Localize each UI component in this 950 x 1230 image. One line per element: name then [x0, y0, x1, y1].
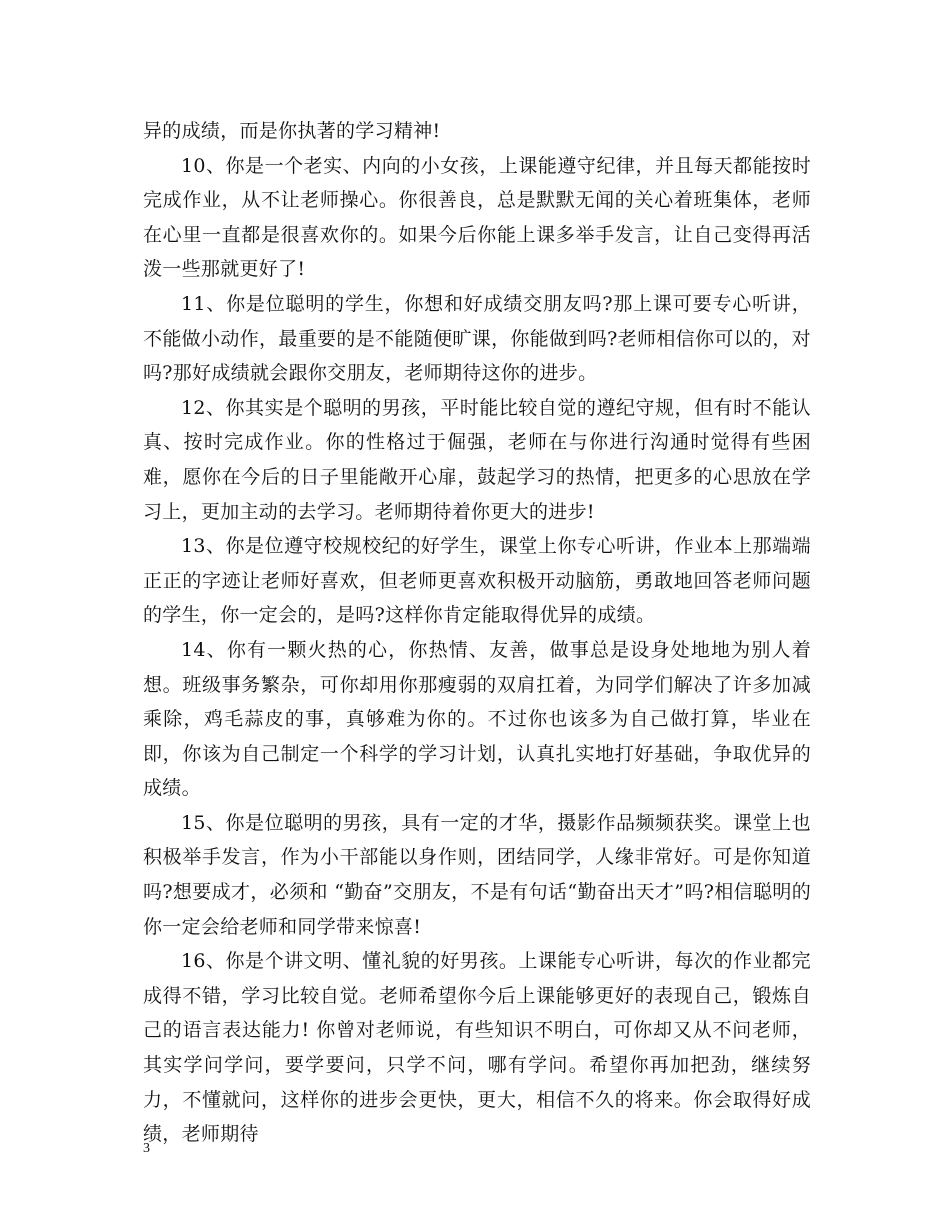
document-body — [143, 114, 811, 1152]
paragraph-comment-16: 16、你是个讲文明、懂礼貌的好男孩。上课能专心听讲，每次的作业都完成得不错，学习比较自觉。老师希望你今后上课能够更好的表现自己，锻炼自己的语言表达能力! 你曾对老师说，有些知识不明白，可你却又从不问老师，其实学问学问，要学要问，只学不问，哪有学问。希望你再加把劲，继续努力，不懂就问，这样你的进步会更快，更大，相信不久的将来。你会取得好成绩，老师期待 — [143, 950, 811, 1146]
paragraph-comment-14: 14、你有一颗火热的心，你热情、友善，做事总是设身处地地为别人着想。班级事务繁杂，可你却用你那瘦弱的双肩扛着，为同学们解决了许多加减乘除，鸡毛蒜皮的事，真够难为你的。不过你也该多为自己做打算，毕业在即，你该为自己制定一个科学的学习计划，认真扎实地打好基础，争取优异的成绩。 — [143, 638, 811, 800]
paragraph-comment-15: 15、你是位聪明的男孩，具有一定的才华，摄影作品频频获奖。课堂上也积极举手发言，作为小干部能以身作则，团结同学，人缘非常好。可是你知道吗?想要成才，必须和 “勤奋”交朋友，不是有句话“勤奋出天才”吗?相信聪明的你一定会给老师和同学带来惊喜! — [143, 811, 811, 938]
paragraph-comment-10: 10、你是一个老实、内向的小女孩，上课能遵守纪律，并且每天都能按时完成作业，从不让老师操心。你很善良，总是默默无闻的关心着班集体，老师在心里一直都是很喜欢你的。如果今后你能上课多举手发言，让自己变得再活泼一些那就更好了! — [143, 154, 811, 281]
page-number: 3 — [143, 1141, 150, 1156]
paragraph-comment-13: 13、你是位遵守校规校纪的好学生，课堂上你专心听讲，作业本上那端端正正的字迹让老师好喜欢，但老师更喜欢积极开动脑筋，勇敢地回答老师问题的学生，你一定会的，是吗?这样你肯定能取得优异的成绩。 — [143, 535, 811, 627]
paragraph-continuation: 异的成绩，而是你执著的学习精神! — [143, 120, 441, 142]
paragraph-comment-11: 11、你是位聪明的学生，你想和好成绩交朋友吗?那上课可要专心听讲，不能做小动作，最重要的是不能随便旷课，你能做到吗?老师相信你可以的，对吗?那好成绩就会跟你交朋友，老师期待这你的进步。 — [143, 292, 811, 385]
paragraph-comment-12: 12、你其实是个聪明的男孩，平时能比较自觉的遵纪守规，但有时不能认真、按时完成作业。你的性格过于倔强，老师在与你进行沟通时觉得有些困难，愿你在今后的日子里能敞开心扉，鼓起学习的热情，把更多的心思放在学习上，更加主动的去学习。老师期待着你更大的进步! — [143, 396, 811, 523]
